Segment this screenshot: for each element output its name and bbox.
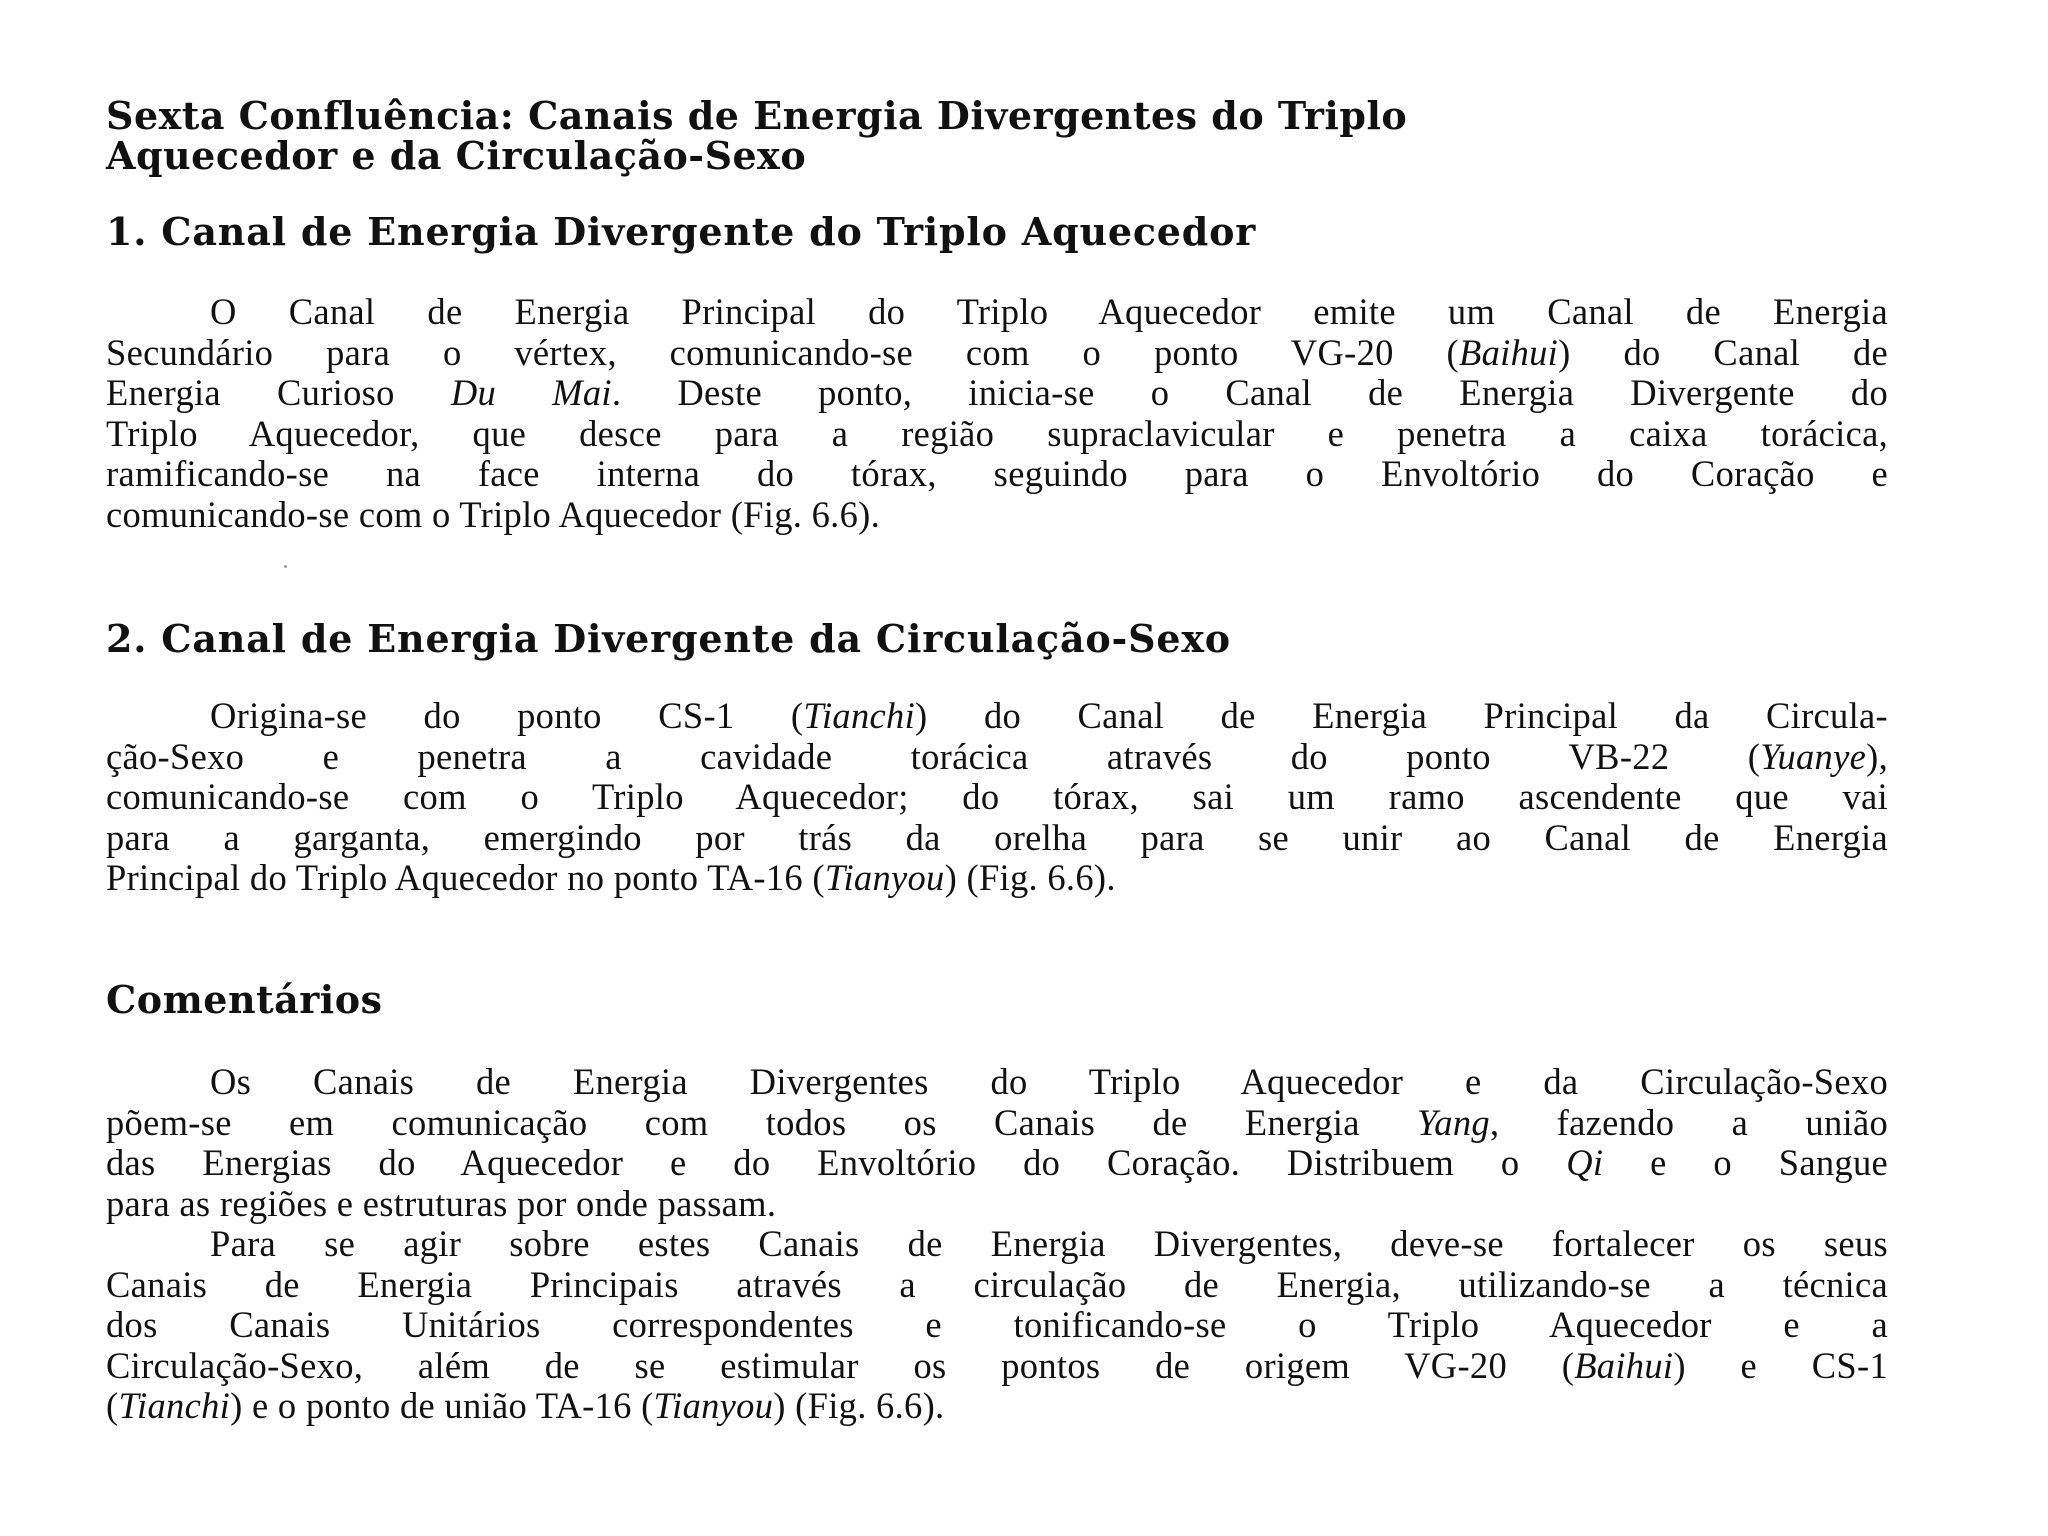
page-title-line-2: Aquecedor e da Circulação-Sexo bbox=[106, 133, 807, 178]
section-1-heading: 1. Canal de Energia Divergente do Triplo Aquecedor bbox=[106, 209, 1257, 254]
comments-heading: Comentários bbox=[106, 977, 383, 1022]
comments-line: Os Canais de Energia Divergentes do Triplo Aquecedor e da Circulação-Sexo bbox=[210, 1061, 1888, 1102]
section-2-line: para a garganta, emergindo por trás da orelha para se unir ao Canal de Energia bbox=[106, 816, 1888, 858]
comments-paragraph-1 bbox=[106, 1062, 1888, 1224]
section-2-line: Principal do Triplo Aquecedor no ponto TA-16 (Tianyou) (Fig. 6.6). bbox=[106, 857, 1116, 898]
section-2-line: comunicando-se com o Triplo Aquecedor; do tórax, sai um ramo ascendente que vai bbox=[106, 776, 1888, 817]
section-1-line: O Canal de Energia Principal do Triplo Aquecedor emite um Canal de Energia bbox=[210, 291, 1888, 332]
comments-paragraph-2 bbox=[106, 1224, 1888, 1427]
comments-line: (Tianchi) e o ponto de união TA-16 (Tianyou) (Fig. 6.6). bbox=[106, 1385, 945, 1426]
scan-speck bbox=[284, 565, 287, 568]
page-title bbox=[106, 93, 1706, 178]
section-1-line: Energia Curioso Du Mai. Deste ponto, inicia-se o Canal de Energia Divergente do bbox=[106, 372, 1888, 413]
section-1-line: Triplo Aquecedor, que desce para a região supraclavicular e penetra a caixa torácica, bbox=[106, 412, 1888, 454]
comments-line: para as regiões e estruturas por onde passam. bbox=[106, 1182, 777, 1224]
section-1-line: ramificando-se na face interna do tórax, seguindo para o Envoltório do Coração e bbox=[106, 453, 1888, 494]
section-2-line: ção-Sexo e penetra a cavidade torácica através do ponto VB-22 (Yuanye), bbox=[106, 735, 1888, 777]
section-1-line: comunicando-se com o Triplo Aquecedor (Fig. 6.6). bbox=[106, 493, 880, 535]
section-1-paragraph bbox=[106, 292, 1888, 535]
section-2-paragraph bbox=[106, 696, 1888, 899]
comments-line: Circulação-Sexo, além de se estimular os pontos de origem VG-20 (Baihui) e CS-1 bbox=[106, 1344, 1888, 1386]
page-title-line-1: Sexta Confluência: Canais de Energia Divergentes do Triplo bbox=[106, 93, 1408, 138]
section-2-heading: 2. Canal de Energia Divergente da Circulação-Sexo bbox=[106, 616, 1231, 661]
comments-line: das Energias do Aquecedor e do Envoltório do Coração. Distribuem o Qi e o Sangue bbox=[106, 1142, 1888, 1183]
section-2-line: Origina-se do ponto CS-1 (Tianchi) do Canal de Energia Principal da Circula- bbox=[210, 695, 1888, 736]
comments-line: Para se agir sobre estes Canais de Energia Divergentes, deve-se fortalecer os seus bbox=[210, 1223, 1888, 1264]
comments-line: põem-se em comunicação com todos os Canais de Energia Yang, fazendo a união bbox=[106, 1101, 1888, 1143]
comments-line: dos Canais Unitários correspondentes e tonificando-se o Triplo Aquecedor e a bbox=[106, 1304, 1888, 1345]
comments-line: Canais de Energia Principais através a circulação de Energia, utilizando-se a técnica bbox=[106, 1263, 1888, 1305]
section-1-line: Secundário para o vértex, comunicando-se com o ponto VG-20 (Baihui) do Canal de bbox=[106, 331, 1888, 373]
